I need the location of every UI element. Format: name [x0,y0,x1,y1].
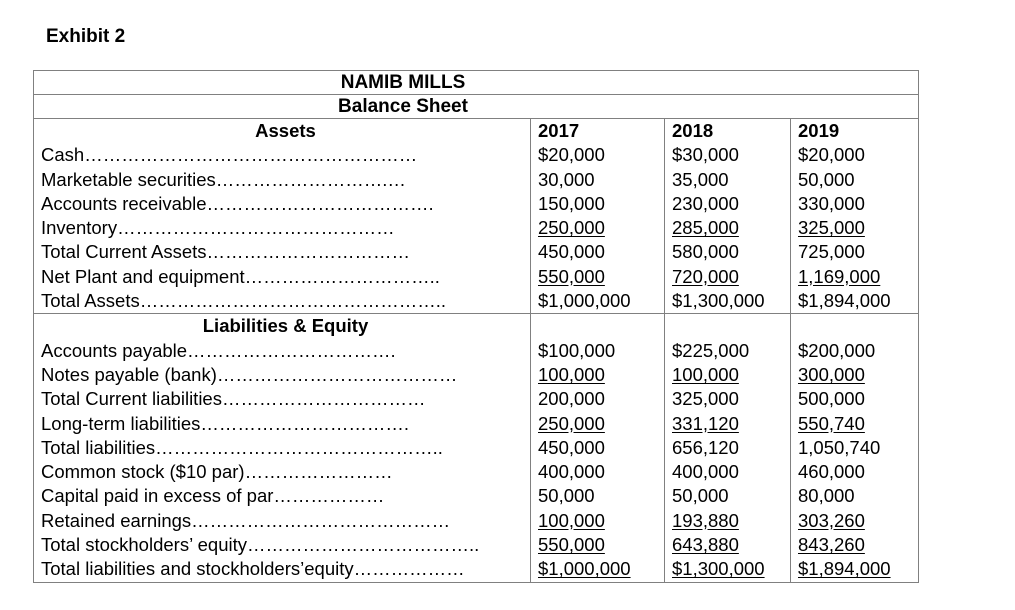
value-text: 1,169,000 [798,265,881,287]
assets-value-2018 [672,192,790,216]
liabilities-row-label: Total stockholders’ equity……………………………….. [41,534,480,556]
assets-row-label: Net Plant and equipment………………………….. [41,265,440,287]
liabilities-row-label: Common stock ($10 par)…………………… [41,461,393,483]
value-text: 550,000 [538,265,605,287]
liabilities-value-2017 [538,509,664,533]
assets-row-label: Inventory……………………………………… [41,217,395,239]
value-text: 843,260 [798,534,865,556]
assets-value-2019 [798,240,918,264]
value-text: 1,050,740 [798,436,881,458]
assets-value-2017 [538,289,664,313]
liabilities-value-2018 [672,557,790,581]
value-text: 580,000 [672,241,739,263]
year-header-2017: 2017 [538,120,580,141]
liabilities-value-2018 [672,509,790,533]
liabilities-value-2019 [798,387,918,411]
assets-value-2019 [798,192,918,216]
liabilities-value-2019 [798,363,918,387]
value-text: $100,000 [538,339,616,361]
value-text: 450,000 [538,241,605,263]
assets-row-label: Marketable securities……………………….… [41,168,406,190]
value-text: 250,000 [538,412,605,434]
liabilities-value-2017 [538,363,664,387]
liabilities-row-label: Accounts payable……………………………. [41,339,396,361]
liabilities-2019-column [791,314,918,581]
liabilities-value-2017 [538,387,664,411]
value-text: $1,300,000 [672,558,765,580]
value-text: 460,000 [798,461,865,483]
statement-title: Balance Sheet [34,95,918,119]
assets-value-2017 [538,265,664,289]
liabilities-row-label: Capital paid in excess of par……………… [41,485,385,507]
value-text: 50,000 [672,485,729,507]
value-text: 500,000 [798,388,865,410]
value-text: $1,894,000 [798,290,891,312]
balance-sheet-table [33,70,919,583]
value-text: 325,000 [798,217,865,239]
value-text: 100,000 [538,363,605,385]
value-text: 720,000 [672,265,739,287]
value-text: $200,000 [798,339,876,361]
assets-row-label: Total Current Assets…………………………… [41,241,411,263]
value-text: 400,000 [538,461,605,483]
value-text: 643,880 [672,534,739,556]
liabilities-block [34,314,918,581]
liabilities-row-label: Long-term liabilities……………………………. [41,412,410,434]
liabilities-value-2018 [672,387,790,411]
year-header-2018: 2018 [672,120,714,141]
value-text: 50,000 [798,168,855,190]
value-text: 303,260 [798,509,865,531]
assets-2018-column [665,119,791,313]
assets-value-2018 [672,168,790,192]
value-text: $225,000 [672,339,750,361]
value-text: 550,740 [798,412,865,434]
liabilities-value-2019 [798,533,918,557]
liabilities-value-2018 [672,436,790,460]
assets-value-2018 [672,216,790,240]
liabilities-value-2017 [538,412,664,436]
value-text: 100,000 [538,509,605,531]
value-text: 325,000 [672,388,739,410]
liabilities-value-2018 [672,339,790,363]
value-text: $1,894,000 [798,558,891,580]
value-text: 330,000 [798,192,865,214]
value-text: $1,000,000 [538,558,631,580]
liabilities-row-label: Total liabilities and stockholders’equity……………… [41,558,465,580]
value-text: 725,000 [798,241,865,263]
assets-value-2017 [538,216,664,240]
value-text: 300,000 [798,363,865,385]
exhibit-title: Exhibit 2 [46,26,126,47]
liabilities-value-2017 [538,484,664,508]
assets-row-label: Accounts receivable………………………………. [41,192,434,214]
liabilities-value-2018 [672,484,790,508]
liabilities-value-2019 [798,412,918,436]
liabilities-value-2019 [798,339,918,363]
assets-2019-column [791,119,918,313]
assets-value-2019 [798,168,918,192]
value-text: $20,000 [538,144,605,166]
liabilities-value-2019 [798,509,918,533]
value-text: 285,000 [672,217,739,239]
value-text: $20,000 [798,144,865,166]
assets-value-2019 [798,216,918,240]
liabilities-value-2019 [798,484,918,508]
year-header-2019: 2019 [798,120,840,141]
value-text: 193,880 [672,509,739,531]
assets-block [34,119,918,314]
value-text: 230,000 [672,192,739,214]
liabilities-value-2018 [672,363,790,387]
value-text: 100,000 [672,363,739,385]
value-text: $1,300,000 [672,290,765,312]
assets-row-label: Cash……………………………………………… [41,144,418,166]
liabilities-label-column [34,314,531,581]
liabilities-value-2017 [538,557,664,581]
liabilities-row-label: Notes payable (bank)………………………………… [41,363,458,385]
value-text: 50,000 [538,485,595,507]
assets-value-2019 [798,265,918,289]
assets-2017-column [531,119,665,313]
liabilities-value-2017 [538,339,664,363]
assets-value-2017 [538,192,664,216]
liabilities-row-label: Retained earnings…………………………………… [41,509,451,531]
assets-value-2017 [538,168,664,192]
liabilities-value-2019 [798,460,918,484]
liabilities-2018-column [665,314,791,581]
assets-value-2018 [672,289,790,313]
value-text: 30,000 [538,168,595,190]
liabilities-header: Liabilities & Equity [202,315,369,337]
assets-value-2018 [672,265,790,289]
assets-value-2018 [672,240,790,264]
value-text: 656,120 [672,436,739,458]
liabilities-value-2017 [538,533,664,557]
value-text: 331,120 [672,412,739,434]
value-text: 200,000 [538,388,605,410]
value-text: $1,000,000 [538,290,631,312]
assets-value-2017 [538,143,664,167]
value-text: 400,000 [672,461,739,483]
value-text: 80,000 [798,485,855,507]
liabilities-row-label: Total liabilities……………………………………….. [41,436,443,458]
assets-value-2018 [672,143,790,167]
company-name: NAMIB MILLS [34,71,918,95]
assets-value-2017 [538,240,664,264]
value-text: 250,000 [538,217,605,239]
value-text: 450,000 [538,436,605,458]
liabilities-row-label: Total Current liabilities…………………………… [41,388,426,410]
assets-row-label: Total Assets………………………………………….. [41,290,446,312]
liabilities-value-2019 [798,436,918,460]
liabilities-value-2019 [798,557,918,581]
value-text: 35,000 [672,168,729,190]
liabilities-value-2018 [672,460,790,484]
assets-value-2019 [798,289,918,313]
liabilities-value-2017 [538,460,664,484]
liabilities-2017-column [531,314,665,581]
liabilities-value-2018 [672,412,790,436]
assets-label-column [34,119,531,313]
assets-value-2019 [798,143,918,167]
value-text: $30,000 [672,144,739,166]
value-text: 550,000 [538,534,605,556]
assets-header: Assets [255,120,316,141]
value-text: 150,000 [538,192,605,214]
liabilities-value-2018 [672,533,790,557]
liabilities-value-2017 [538,436,664,460]
